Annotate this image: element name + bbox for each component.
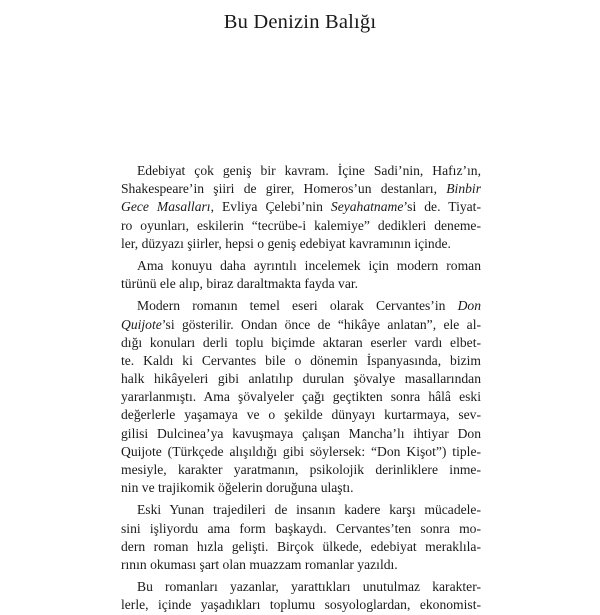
text-segment: nin ve trajikomik öğelerin doruğuna ulaştı. bbox=[121, 480, 354, 496]
text-segment: Bu romanları yazanlar, yarattıkları unutulmaz karakter- bbox=[137, 579, 481, 595]
text-segment: yararlanmıştı. Ama şövalyeler çağı geçtikten sonra hâlâ eski bbox=[121, 389, 481, 405]
text-line bbox=[121, 235, 481, 253]
italic-text: Don bbox=[457, 298, 481, 314]
text-line bbox=[121, 443, 481, 461]
text-segment: halk hikâyeleri gibi anlatılıp durulan şövalye masallarından bbox=[121, 371, 481, 387]
text-segment: türünü ele alıp, biraz daraltmakta fayda var. bbox=[121, 276, 359, 292]
text-segment: sini işliyordu ama form başkaydı. Cervantes’ten sonra mo- bbox=[121, 520, 481, 536]
text-segment: dığı konuları derli toplu biçimde aktaran eserler vardı elbet- bbox=[121, 334, 481, 350]
text-segment: Eski Yunan trajedileri de insanın kadere karşı mücadele- bbox=[137, 502, 481, 518]
text-line bbox=[121, 596, 481, 614]
text-line bbox=[121, 406, 481, 424]
text-line bbox=[121, 352, 481, 370]
paragraph bbox=[121, 501, 481, 574]
text-segment: ro oyunları, eskilerin “tecrübe-i kalemiye” dedikleri deneme- bbox=[121, 217, 481, 233]
text-line bbox=[121, 217, 481, 235]
text-segment: Ama konuyu daha ayrıntılı incelemek için modern roman bbox=[137, 257, 481, 273]
text-segment: gilisi Dulcinea’ya kavuşmaya çalışan Mancha’lı ihtiyar Don bbox=[121, 425, 481, 441]
paragraph bbox=[121, 162, 481, 253]
text-line bbox=[121, 334, 481, 352]
text-segment: te. Kaldı ki Cervantes bile o dönemin İspanyasında, bizim bbox=[121, 352, 481, 368]
text-segment: ler, düzyazı şiirler, hepsi o geniş edebiyat kavramının içinde. bbox=[121, 235, 451, 251]
italic-text: Gece Masalları bbox=[121, 199, 211, 215]
text-segment: Modern romanın temel eseri olarak Cervantes’in bbox=[137, 298, 458, 314]
text-segment: Shakespeare’in şiiri de girer, Homeros’un destanları, bbox=[121, 181, 447, 197]
text-segment: mesiyle, karakter yaratmanın, psikolojik derinliklere inme- bbox=[121, 462, 481, 477]
text-line bbox=[121, 388, 481, 406]
paragraph bbox=[121, 578, 481, 614]
chapter-title: Bu Denizin Balığı bbox=[223, 11, 377, 33]
text-line bbox=[121, 180, 481, 198]
text-line bbox=[121, 370, 481, 388]
text-line bbox=[121, 578, 481, 596]
text-line bbox=[121, 198, 481, 216]
text-line bbox=[121, 297, 481, 315]
paragraph bbox=[121, 257, 481, 293]
italic-text: Binbir bbox=[446, 181, 481, 197]
text-segment: Edebiyat çok geniş bir kavram. İçine Sadi’nin, Hafız’ın, bbox=[137, 163, 481, 178]
text-segment: ’si gösterilir. Ondan önce de “hikâye anlatan”, ele al- bbox=[161, 316, 481, 332]
text-segment: , Evliya Çelebi’nin bbox=[210, 199, 331, 215]
text-line bbox=[121, 461, 481, 479]
text-segment: rının okuması şart olan muazzam romanlar yazıldı. bbox=[121, 556, 398, 572]
body-text bbox=[121, 162, 481, 615]
text-line bbox=[121, 425, 481, 443]
text-line bbox=[121, 520, 481, 538]
text-segment: Quijote (Türkçede alışıldığı gibi söylersek: “Don Kişot”) tiple- bbox=[121, 443, 481, 459]
text-line bbox=[121, 257, 481, 275]
text-segment: ’si de. Tiyat- bbox=[403, 199, 481, 215]
text-segment: değerlerle yaşamaya ve o şekilde dünyayı kurtarmaya, sev- bbox=[121, 407, 481, 423]
text-line bbox=[121, 479, 481, 497]
text-line bbox=[121, 501, 481, 519]
text-line bbox=[121, 538, 481, 556]
text-line bbox=[121, 275, 481, 293]
italic-text: Seyahatname bbox=[330, 199, 404, 215]
text-line bbox=[121, 162, 481, 180]
text-line bbox=[121, 556, 481, 574]
paragraph bbox=[121, 297, 481, 497]
italic-text: Quijote bbox=[121, 316, 162, 332]
text-line bbox=[121, 316, 481, 334]
text-segment: dern roman hızla gelişti. Birçok ülkede, edebiyat meraklıla- bbox=[121, 538, 481, 554]
text-segment: lerle, içinde yaşadıkları toplumu sosyologlardan, ekonomist- bbox=[121, 597, 481, 613]
